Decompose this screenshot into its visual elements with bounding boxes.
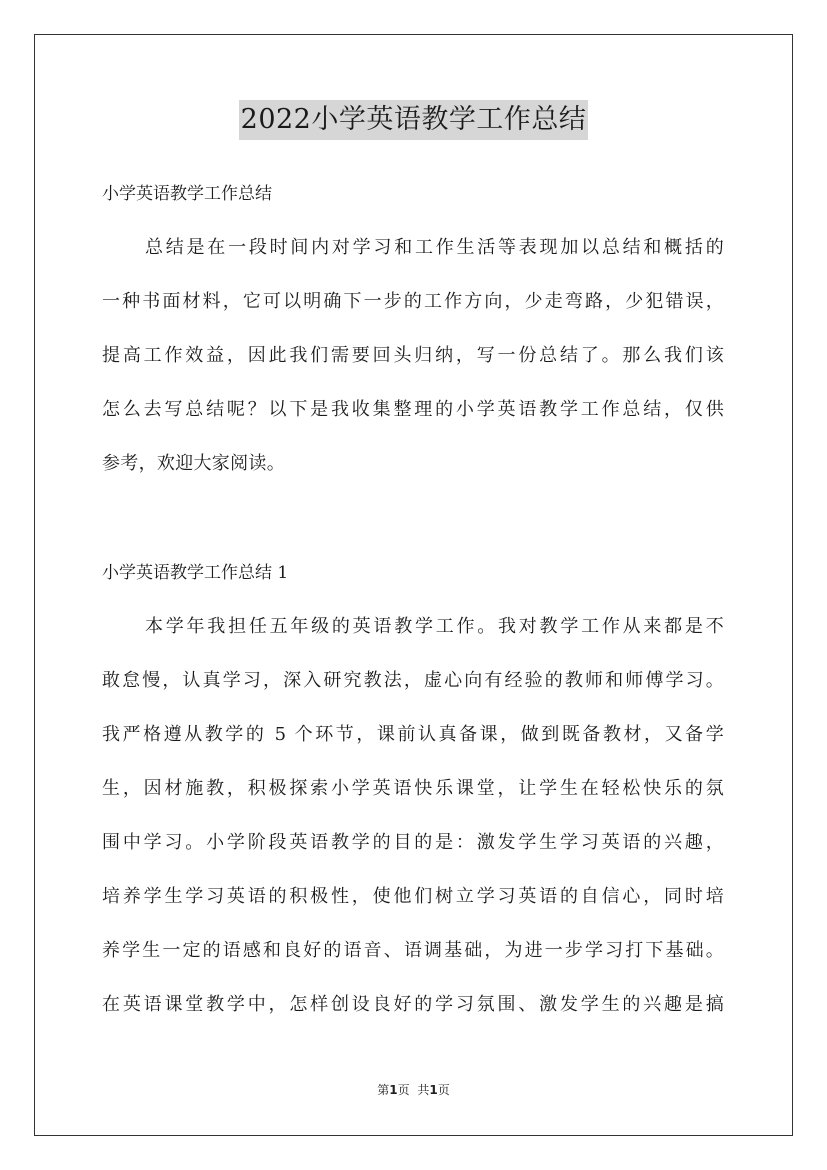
paragraph-line: 在英语课堂教学中，怎样创设良好的学习氛围、激发学生的兴趣是搞 — [102, 994, 724, 1015]
paragraph-line: 敢怠慢，认真学习，深入研究教法，虚心向有经验的教师和师傅学习。 — [102, 670, 724, 691]
footer-page-prefix: 第 — [377, 1083, 390, 1097]
intro-heading: 小学英语教学工作总结 — [102, 184, 272, 204]
footer-page-suffix: 页 — [397, 1083, 410, 1097]
paragraph-line: 生，因材施教，积极探索小学英语快乐课堂，让学生在轻松快乐的氛 — [102, 778, 724, 799]
footer-total-prefix: 共 — [417, 1083, 430, 1097]
section1-heading: 小学英语教学工作总结 1 — [102, 563, 289, 583]
paragraph-line: 培养学生学习英语的积极性，使他们树立学习英语的自信心，同时培 — [102, 886, 724, 907]
paragraph-line: 参考，欢迎大家阅读。 — [102, 453, 285, 474]
paragraph-line: 怎么去写总结呢？以下是我收集整理的小学英语教学工作总结，仅供 — [102, 399, 724, 420]
paragraph-line: 一种书面材料，它可以明确下一步的工作方向，少走弯路，少犯错误， — [102, 291, 724, 312]
footer-total-suffix: 页 — [437, 1083, 450, 1097]
document-title: 2022小学英语教学工作总结 — [239, 100, 589, 140]
paragraph-line: 总结是在一段时间内对学习和工作生活等表现加以总结和概括的 — [145, 237, 724, 258]
page-footer — [0, 1082, 827, 1098]
paragraph-line: 养学生一定的语感和良好的语音、语调基础，为进一步学习打下基础。 — [102, 940, 724, 961]
paragraph-line: 提高工作效益，因此我们需要回头归纳，写一份总结了。那么我们该 — [102, 345, 724, 366]
footer-total-number: 1 — [429, 1083, 438, 1097]
document-title-container — [0, 100, 827, 140]
paragraph-line: 我严格遵从教学的 5 个环节，课前认真备课，做到既备教材，又备学 — [102, 724, 724, 745]
footer-page-number: 1 — [389, 1083, 398, 1097]
paragraph-line: 本学年我担任五年级的英语教学工作。我对教学工作从来都是不 — [145, 616, 724, 637]
paragraph-line: 围中学习。小学阶段英语教学的目的是：激发学生学习英语的兴趣， — [102, 832, 724, 853]
